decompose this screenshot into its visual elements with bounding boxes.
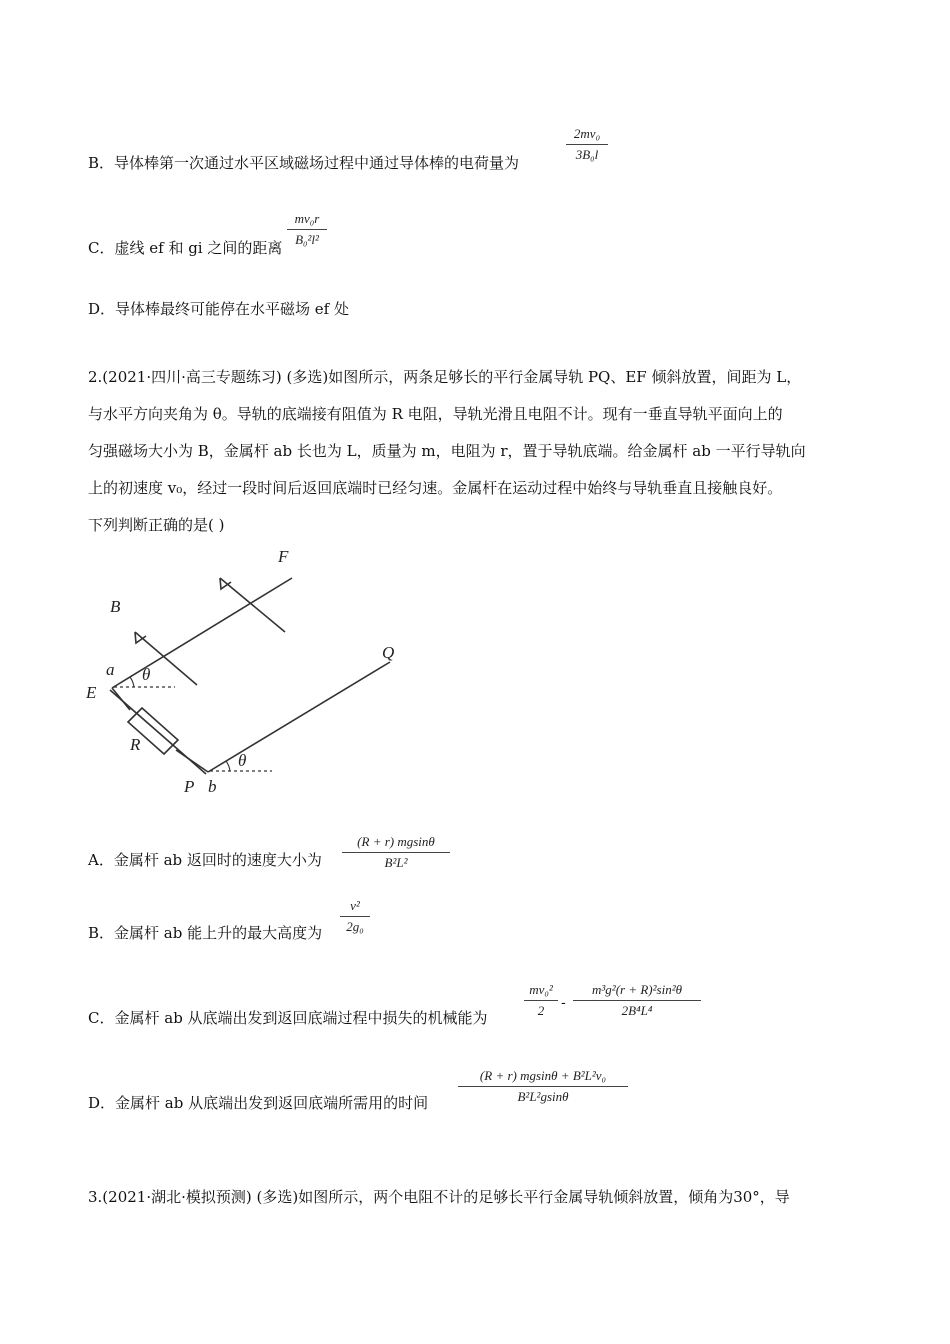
- fraction-numerator: mv₀²: [524, 982, 558, 1001]
- fraction-denominator: B²L²: [384, 855, 408, 870]
- q2-stem-line: 匀强磁场大小为 B，金属杆 ab 长也为 L，质量为 m，电阻为 r，置于导轨底端。给金属杆 ab 一平行导轨向: [88, 442, 806, 460]
- label-q: Q: [382, 643, 395, 662]
- q2-option-d: [88, 1092, 428, 1113]
- q1-option-c-text: C．虚线 ef 和 gi 之间的距离: [88, 239, 283, 257]
- angle-arc-bottom: [226, 761, 230, 771]
- fraction-denominator: B²L²gsinθ: [517, 1089, 569, 1104]
- q1-option-d-text: D．导体棒最终可能停在水平磁场 ef 处: [88, 300, 349, 318]
- fraction-denominator: 2: [537, 1003, 545, 1018]
- q2-option-a: [88, 849, 322, 870]
- q2-option-b: [88, 922, 322, 943]
- q2-option-c-minus: -: [561, 995, 566, 1011]
- fraction-numerator: m³g²(r + R)²sin²θ: [573, 982, 701, 1001]
- q1-option-d: [88, 298, 349, 319]
- fraction-numerator: (R + r) mgsinθ: [342, 834, 450, 853]
- q2-stem-line: 与水平方向夹角为 θ。导轨的底端接有阻值为 R 电阻，导轨光滑且电阻不计。现有一垂直导轨平面向上的: [88, 405, 783, 423]
- q2-option-c-fraction-2: [573, 982, 701, 1019]
- q2-stem-line: 2.(2021·四川·高三专题练习) (多选)如图所示，两条足够长的平行金属导轨 PQ、EF 倾斜放置，间距为 L，: [88, 368, 802, 386]
- fraction-numerator: 2mv₀: [566, 126, 608, 145]
- q2-option-c-text: C．金属杆 ab 从底端出发到返回底端过程中损失的机械能为: [88, 1009, 488, 1027]
- label-b-rod: b: [208, 777, 217, 796]
- q1-option-b: [88, 152, 519, 173]
- q2-option-a-text: A．金属杆 ab 返回时的速度大小为: [88, 851, 322, 869]
- label-r: R: [130, 735, 141, 754]
- label-f: F: [278, 547, 289, 566]
- rail-pq: [208, 662, 390, 772]
- q2-option-b-fraction: [340, 898, 370, 935]
- fraction-denominator: 2g₀: [346, 919, 364, 934]
- q3-stem-line: 3.(2021·湖北·模拟预测) (多选)如图所示，两个电阻不计的足够长平行金属导轨倾斜放置，倾角为30°，导: [88, 1188, 790, 1206]
- q2-option-b-text: B．金属杆 ab 能上升的最大高度为: [88, 924, 323, 942]
- q3-stem: [88, 1186, 790, 1207]
- rod-edge: [110, 690, 206, 774]
- q2-option-c: [88, 1007, 488, 1028]
- field-line-upper: [220, 578, 285, 632]
- q2-stem-line: 上的初速度 v₀，经过一段时间后返回底端时已经匀速。金属杆在运动过程中始终与导轨垂直且接触良好。: [88, 479, 783, 497]
- label-theta-bottom: θ: [238, 751, 247, 770]
- q1-option-b-fraction: [566, 126, 608, 163]
- label-e: E: [86, 683, 97, 702]
- label-b-field: B: [110, 597, 121, 616]
- fraction-denominator: B₀²l²: [295, 232, 319, 247]
- fraction-numerator: (R + r) mgsinθ + B²L²v₀: [458, 1068, 628, 1087]
- angle-arc-top: [130, 677, 134, 687]
- q1-option-b-text: B．导体棒第一次通过水平区域磁场过程中通过导体棒的电荷量为: [88, 154, 520, 172]
- q2-option-c-fraction-1: [524, 982, 558, 1019]
- q2-option-a-fraction: [342, 834, 450, 871]
- label-a: a: [106, 660, 115, 679]
- q1-option-c-fraction: [287, 211, 327, 248]
- q1-option-c: [88, 237, 282, 258]
- q2-option-d-fraction: [458, 1068, 628, 1105]
- q2-option-d-text: D．金属杆 ab 从底端出发到返回底端所需用的时间: [88, 1094, 429, 1112]
- q2-stem: [88, 359, 868, 544]
- label-theta-top: θ: [142, 665, 151, 684]
- fraction-numerator: mv₀r: [287, 211, 327, 230]
- fraction-denominator: 3B₀l: [575, 147, 599, 162]
- label-p: P: [184, 777, 195, 796]
- fraction-numerator: v²: [340, 898, 370, 917]
- fraction-denominator: 2B⁴L⁴: [621, 1003, 653, 1018]
- q2-stem-line: 下列判断正确的是( ): [88, 516, 225, 534]
- rail-ef: [112, 578, 292, 688]
- q2-figure: [80, 540, 420, 800]
